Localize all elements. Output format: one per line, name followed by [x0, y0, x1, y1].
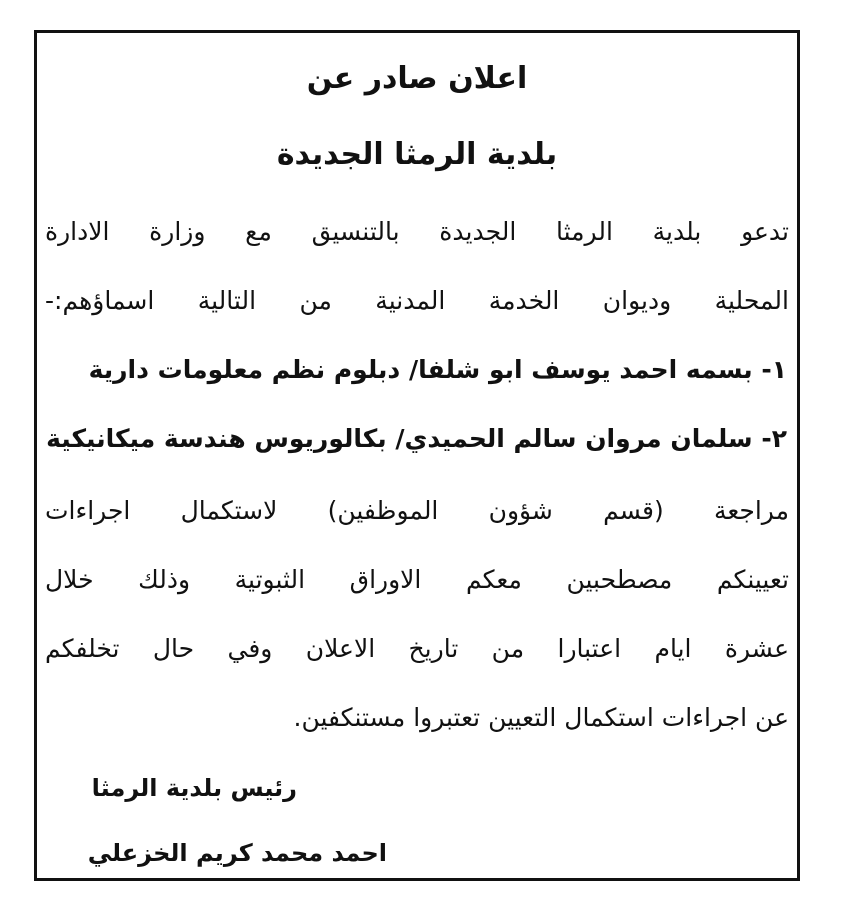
signature-title: رئيس بلدية الرمثا — [91, 774, 297, 802]
intro-line-1: تدعو بلدية الرمثا الجديدة بالتنسيق مع وزارة الادارة — [45, 217, 789, 246]
municipality-name: بلدية الرمثا الجديدة — [276, 137, 558, 172]
body-line-4: عن اجراءات استكمال التعيين تعتبروا مستنكفين. — [293, 703, 789, 732]
intro-line-2: المحلية وديوان الخدمة المدنية من التالية اسماؤهم:- — [45, 286, 789, 315]
body-line-2: تعيينكم مصطحبين معكم الاوراق الثبوتية وذلك خلال — [45, 565, 789, 594]
candidate-1: ١- بسمه احمد يوسف ابو شلفا/ دبلوم نظم معلومات دارية — [88, 355, 787, 384]
candidate-2: ٢- سلمان مروان سالم الحميدي/ بكالوريوس هندسة ميكانيكية — [46, 424, 787, 453]
announcement-box — [34, 30, 800, 881]
body-line-3: عشرة ايام اعتبارا من تاريخ الاعلان وفي حال تخلفكم — [45, 634, 789, 663]
signature-name: احمد محمد كريم الخزعلي — [87, 839, 387, 867]
announcement-title: اعلان صادر عن — [306, 61, 528, 96]
body-line-1: مراجعة (قسم شؤون الموظفين) لاستكمال اجراءات — [45, 496, 789, 525]
